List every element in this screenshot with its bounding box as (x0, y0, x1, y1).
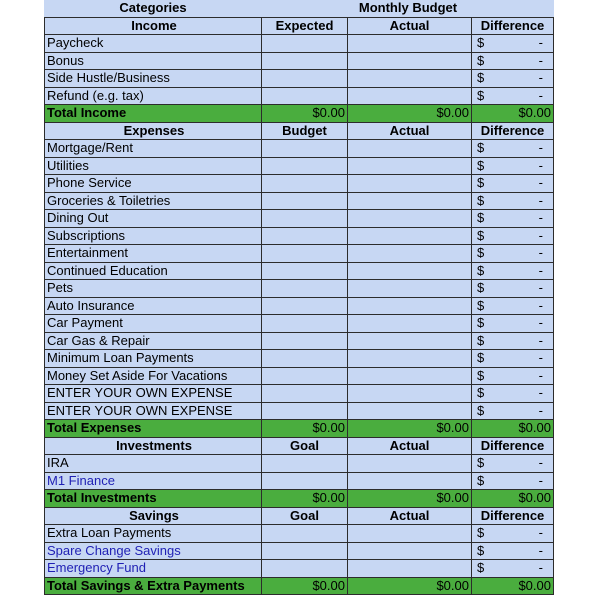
expenses-item-col2-cell[interactable] (348, 228, 472, 245)
expenses-item-row (44, 403, 554, 421)
savings-item-row (44, 543, 554, 561)
expenses-item-col2-cell[interactable] (348, 385, 472, 402)
expenses-item-difference-cell[interactable] (472, 140, 554, 157)
difference-value: - (538, 157, 543, 173)
expenses-item-col1-cell[interactable] (262, 263, 348, 280)
difference-value: - (538, 542, 543, 558)
expenses-item-col1-cell[interactable] (262, 140, 348, 157)
investments-item-col2-cell[interactable] (348, 473, 472, 490)
currency-symbol: $ (477, 367, 485, 383)
expenses-item-difference-cell[interactable] (472, 263, 554, 280)
income-total-col1[interactable]: $0.00 (262, 105, 348, 122)
savings-item-label[interactable]: Emergency Fund (44, 560, 262, 577)
difference-value: - (538, 332, 543, 348)
investments-total-col1[interactable]: $0.00 (262, 490, 348, 507)
expenses-item-label[interactable]: Continued Education (44, 263, 262, 280)
investments-item-col2-cell[interactable] (348, 455, 472, 472)
expenses-item-col1-cell[interactable] (262, 368, 348, 385)
savings-item-col2-cell[interactable] (348, 543, 472, 560)
difference-value: - (538, 210, 543, 225)
expenses-item-col2-cell[interactable] (348, 280, 472, 297)
investments-item-row (44, 455, 554, 473)
savings-header-row (44, 508, 554, 526)
expenses-col1-header: Budget (262, 123, 348, 140)
expenses-item-row (44, 228, 554, 246)
expenses-item-label[interactable]: Mortgage/Rent (44, 140, 262, 157)
expenses-item-col1-cell[interactable] (262, 193, 348, 210)
savings-item-label[interactable]: Spare Change Savings (44, 543, 262, 560)
expenses-item-label[interactable]: ENTER YOUR OWN EXPENSE (44, 403, 262, 420)
expenses-item-col2-cell[interactable] (348, 298, 472, 315)
income-item-difference-cell[interactable] (472, 88, 554, 105)
expenses-item-row (44, 350, 554, 368)
expenses-item-difference-cell[interactable] (472, 245, 554, 262)
currency-symbol: $ (477, 140, 485, 155)
currency-symbol: $ (477, 35, 485, 50)
savings-item-difference-cell[interactable] (472, 525, 554, 542)
income-section-title: Income (44, 18, 262, 35)
savings-item-row (44, 560, 554, 578)
expenses-header-row (44, 123, 554, 141)
expenses-item-row (44, 175, 554, 193)
difference-value: - (538, 367, 543, 383)
expenses-item-col1-cell[interactable] (262, 158, 348, 175)
investments-item-label[interactable]: M1 Finance (44, 473, 262, 490)
savings-item-col1-cell[interactable] (262, 560, 348, 577)
expenses-item-label[interactable]: Utilities (44, 158, 262, 175)
difference-value: - (538, 227, 543, 243)
expenses-item-col2-cell[interactable] (348, 333, 472, 350)
income-total-row (44, 105, 554, 123)
currency-symbol: $ (477, 157, 485, 173)
currency-symbol: $ (477, 402, 485, 418)
difference-value: - (538, 280, 543, 295)
currency-symbol: $ (477, 87, 485, 103)
currency-symbol: $ (477, 525, 485, 540)
difference-value: - (538, 350, 543, 365)
income-col2-header: Actual (348, 18, 472, 35)
savings-col3-header: Difference (472, 508, 554, 525)
expenses-item-col1-cell[interactable] (262, 280, 348, 297)
expenses-item-difference-cell[interactable] (472, 315, 554, 332)
expenses-item-col2-cell[interactable] (348, 175, 472, 192)
expenses-item-row (44, 280, 554, 298)
expenses-item-col2-cell[interactable] (348, 210, 472, 227)
expenses-item-label[interactable]: Minimum Loan Payments (44, 350, 262, 367)
income-total-col2[interactable]: $0.00 (348, 105, 472, 122)
expenses-item-col1-cell[interactable] (262, 245, 348, 262)
savings-item-label[interactable]: Extra Loan Payments (44, 525, 262, 542)
income-item-row (44, 70, 554, 88)
currency-symbol: $ (477, 52, 485, 68)
income-item-col2-cell[interactable] (348, 70, 472, 87)
income-item-col1-cell[interactable] (262, 88, 348, 105)
savings-item-difference-cell[interactable] (472, 543, 554, 560)
income-item-col1-cell[interactable] (262, 70, 348, 87)
difference-value: - (538, 35, 543, 50)
savings-item-col1-cell[interactable] (262, 525, 348, 542)
difference-value: - (538, 472, 543, 488)
income-item-label[interactable]: Bonus (44, 53, 262, 70)
expenses-item-col2-cell[interactable] (348, 368, 472, 385)
income-item-col2-cell[interactable] (348, 88, 472, 105)
currency-symbol: $ (477, 280, 485, 295)
expenses-total-col2[interactable]: $0.00 (348, 420, 472, 437)
expenses-item-difference-cell[interactable] (472, 350, 554, 367)
income-total-difference[interactable]: $0.00 (472, 105, 554, 122)
expenses-item-col2-cell[interactable] (348, 263, 472, 280)
expenses-item-label[interactable]: Pets (44, 280, 262, 297)
expenses-item-label[interactable]: ENTER YOUR OWN EXPENSE (44, 385, 262, 402)
investments-header-row (44, 438, 554, 456)
difference-value: - (538, 140, 543, 155)
expenses-item-difference-cell[interactable] (472, 403, 554, 420)
expenses-item-row (44, 263, 554, 281)
expenses-item-row (44, 245, 554, 263)
savings-col2-header: Actual (348, 508, 472, 525)
currency-symbol: $ (477, 560, 485, 575)
expenses-col2-header: Actual (348, 123, 472, 140)
income-item-col1-cell[interactable] (262, 53, 348, 70)
savings-item-col2-cell[interactable] (348, 560, 472, 577)
expenses-item-label[interactable]: Money Set Aside For Vacations (44, 368, 262, 385)
expenses-item-difference-cell[interactable] (472, 158, 554, 175)
income-total-label: Total Income (44, 105, 262, 122)
difference-value: - (538, 52, 543, 68)
expenses-item-row (44, 193, 554, 211)
income-item-col1-cell[interactable] (262, 35, 348, 52)
monthly-budget-header: Monthly Budget (358, 0, 458, 15)
expenses-section-title: Expenses (44, 123, 262, 140)
expenses-item-col1-cell[interactable] (262, 175, 348, 192)
income-item-row (44, 53, 554, 71)
investments-total-col2[interactable]: $0.00 (348, 490, 472, 507)
difference-value: - (538, 297, 543, 313)
currency-symbol: $ (477, 70, 485, 85)
expenses-item-difference-cell[interactable] (472, 193, 554, 210)
savings-item-difference-cell[interactable] (472, 560, 554, 577)
difference-value: - (538, 315, 543, 330)
currency-symbol: $ (477, 245, 485, 260)
income-header-row (44, 18, 554, 36)
income-item-difference-cell[interactable] (472, 70, 554, 87)
expenses-item-row (44, 298, 554, 316)
expenses-item-col2-cell[interactable] (348, 193, 472, 210)
expenses-item-label[interactable]: Auto Insurance (44, 298, 262, 315)
income-item-difference-cell[interactable] (472, 35, 554, 52)
income-item-label[interactable]: Paycheck (44, 35, 262, 52)
expenses-item-label[interactable]: Subscriptions (44, 228, 262, 245)
savings-item-row (44, 525, 554, 543)
currency-symbol: $ (477, 315, 485, 330)
expenses-item-label[interactable]: Dining Out (44, 210, 262, 227)
expenses-item-col2-cell[interactable] (348, 245, 472, 262)
investments-col1-header: Goal (262, 438, 348, 455)
income-item-row (44, 35, 554, 53)
expenses-item-difference-cell[interactable] (472, 228, 554, 245)
income-col1-header: Expected (262, 18, 348, 35)
investments-item-difference-cell[interactable] (472, 455, 554, 472)
difference-value: - (538, 262, 543, 278)
difference-value: - (538, 560, 543, 575)
expenses-item-col2-cell[interactable] (348, 158, 472, 175)
currency-symbol: $ (477, 542, 485, 558)
expenses-item-difference-cell[interactable] (472, 298, 554, 315)
savings-section-title: Savings (44, 508, 262, 525)
investments-total-label: Total Investments (44, 490, 262, 507)
difference-value: - (538, 525, 543, 540)
savings-item-col2-cell[interactable] (348, 525, 472, 542)
expenses-item-difference-cell[interactable] (472, 385, 554, 402)
income-item-col2-cell[interactable] (348, 35, 472, 52)
expenses-item-label[interactable]: Entertainment (44, 245, 262, 262)
savings-total-col1[interactable]: $0.00 (262, 578, 348, 595)
savings-item-col1-cell[interactable] (262, 543, 348, 560)
investments-col2-header: Actual (348, 438, 472, 455)
investments-total-row (44, 490, 554, 508)
difference-value: - (538, 245, 543, 260)
difference-value: - (538, 455, 543, 470)
expenses-item-difference-cell[interactable] (472, 210, 554, 227)
difference-value: - (538, 192, 543, 208)
investments-item-col1-cell[interactable] (262, 473, 348, 490)
title-row (44, 0, 554, 18)
expenses-item-difference-cell[interactable] (472, 368, 554, 385)
difference-value: - (538, 385, 543, 400)
difference-value: - (538, 87, 543, 103)
income-item-label[interactable]: Refund (e.g. tax) (44, 88, 262, 105)
currency-symbol: $ (477, 332, 485, 348)
expenses-item-difference-cell[interactable] (472, 280, 554, 297)
savings-total-row (44, 578, 554, 596)
currency-symbol: $ (477, 297, 485, 313)
expenses-item-row (44, 385, 554, 403)
expenses-total-col1[interactable]: $0.00 (262, 420, 348, 437)
expenses-total-label: Total Expenses (44, 420, 262, 437)
expenses-item-label[interactable]: Car Gas & Repair (44, 333, 262, 350)
expenses-item-col1-cell[interactable] (262, 210, 348, 227)
expenses-item-row (44, 210, 554, 228)
expenses-item-row (44, 158, 554, 176)
expenses-item-col2-cell[interactable] (348, 350, 472, 367)
currency-symbol: $ (477, 227, 485, 243)
categories-header: Categories (119, 0, 187, 15)
expenses-item-col1-cell[interactable] (262, 228, 348, 245)
expenses-item-row (44, 368, 554, 386)
currency-symbol: $ (477, 350, 485, 365)
currency-symbol: $ (477, 472, 485, 488)
investments-section-title: Investments (44, 438, 262, 455)
expenses-item-col1-cell[interactable] (262, 298, 348, 315)
investments-col3-header: Difference (472, 438, 554, 455)
budget-spreadsheet (44, 0, 554, 595)
currency-symbol: $ (477, 210, 485, 225)
expenses-item-label[interactable]: Groceries & Toiletries (44, 193, 262, 210)
expenses-item-row (44, 315, 554, 333)
expenses-item-col1-cell[interactable] (262, 315, 348, 332)
investments-item-difference-cell[interactable] (472, 473, 554, 490)
expenses-item-col2-cell[interactable] (348, 403, 472, 420)
investments-item-label[interactable]: IRA (44, 455, 262, 472)
expenses-col3-header: Difference (472, 123, 554, 140)
currency-symbol: $ (477, 385, 485, 400)
expenses-item-col2-cell[interactable] (348, 315, 472, 332)
savings-col1-header: Goal (262, 508, 348, 525)
expenses-item-difference-cell[interactable] (472, 333, 554, 350)
savings-total-difference[interactable]: $0.00 (472, 578, 554, 595)
savings-total-col2[interactable]: $0.00 (348, 578, 472, 595)
income-item-label[interactable]: Side Hustle/Business (44, 70, 262, 87)
investments-total-difference[interactable]: $0.00 (472, 490, 554, 507)
expenses-item-col2-cell[interactable] (348, 140, 472, 157)
expenses-item-col1-cell[interactable] (262, 403, 348, 420)
expenses-item-row (44, 333, 554, 351)
expenses-item-col1-cell[interactable] (262, 350, 348, 367)
income-item-difference-cell[interactable] (472, 53, 554, 70)
difference-value: - (538, 70, 543, 85)
expenses-total-row (44, 420, 554, 438)
expenses-item-difference-cell[interactable] (472, 175, 554, 192)
currency-symbol: $ (477, 192, 485, 208)
currency-symbol: $ (477, 262, 485, 278)
expenses-item-col1-cell[interactable] (262, 333, 348, 350)
difference-value: - (538, 175, 543, 190)
income-item-row (44, 88, 554, 106)
expenses-item-col1-cell[interactable] (262, 385, 348, 402)
savings-total-label: Total Savings & Extra Payments (44, 578, 262, 595)
investments-item-row (44, 473, 554, 491)
expenses-item-row (44, 140, 554, 158)
income-item-col2-cell[interactable] (348, 53, 472, 70)
expenses-item-label[interactable]: Car Payment (44, 315, 262, 332)
expenses-item-label[interactable]: Phone Service (44, 175, 262, 192)
currency-symbol: $ (477, 175, 485, 190)
difference-value: - (538, 402, 543, 418)
currency-symbol: $ (477, 455, 485, 470)
sections-container (44, 18, 554, 596)
income-col3-header: Difference (472, 18, 554, 35)
expenses-total-difference[interactable]: $0.00 (472, 420, 554, 437)
investments-item-col1-cell[interactable] (262, 455, 348, 472)
